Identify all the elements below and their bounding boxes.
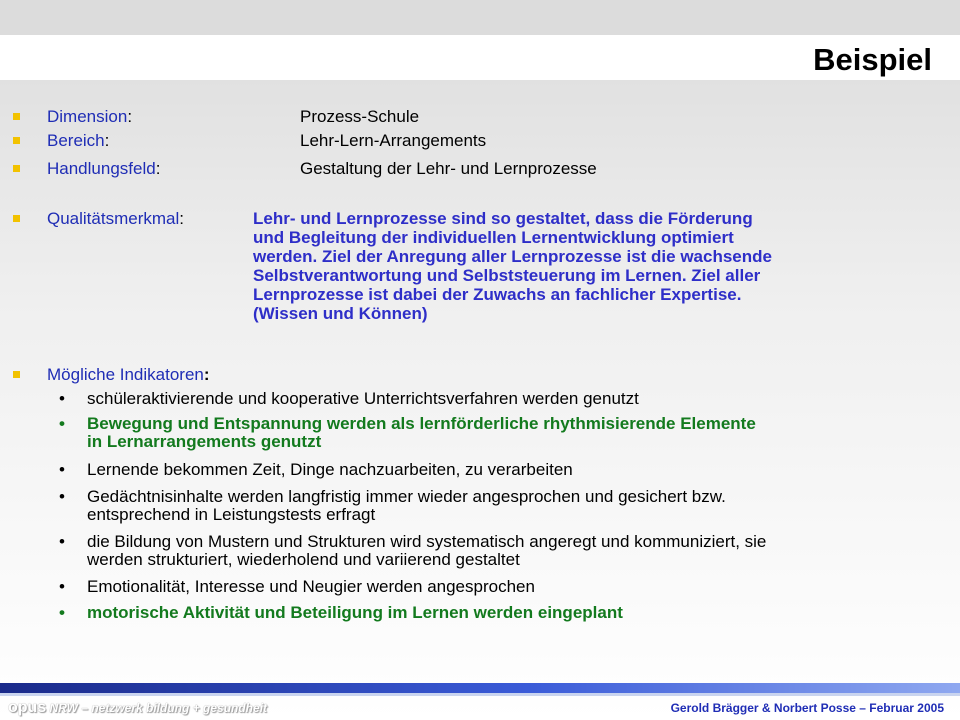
quality-label: Qualitätsmerkmal	[47, 209, 180, 228]
indicator-item	[59, 414, 947, 451]
footer-brand-text: NRW – netzwerk bildung + gesundheit	[46, 701, 268, 715]
footer-bar-light	[0, 693, 960, 696]
bullet-dot-icon: •	[59, 603, 65, 622]
indicators-label: Mögliche Indikatoren	[47, 365, 204, 384]
quality-row: Qualitätsmerkmal:	[47, 209, 184, 228]
indicator-line: Bewegung und Entspannung werden als lernförderliche rhythmisierende Elemente	[87, 414, 756, 433]
indicator-item	[59, 603, 947, 622]
indicator-line: entsprechend in Leistungstests erfragt	[87, 505, 376, 524]
indicators-row	[47, 365, 210, 384]
quality-line: werden. Ziel der Anregung aller Lernprozesse ist die wachsende	[253, 247, 772, 266]
quality-line: Lehr- und Lernprozesse sind so gestaltet, dass die Förderung	[253, 209, 753, 228]
field-row-handlungsfeld: Handlungsfeld: Gestaltung der Lehr- und Lernprozesse	[47, 159, 160, 178]
slide-title: Beispiel	[813, 42, 932, 77]
indicator-item	[59, 532, 947, 569]
bullet-square-icon	[13, 137, 20, 144]
indicator-item	[59, 487, 947, 524]
footer-credits: Gerold Brägger & Norbert Posse – Februar 2005	[670, 701, 944, 715]
bullet-square-icon	[13, 165, 20, 172]
indicator-item	[59, 389, 947, 408]
indicator-line: in Lernarrangements genutzt	[87, 432, 322, 451]
footer-brand-logo: opus	[8, 699, 47, 716]
bullet-dot-icon: •	[59, 460, 65, 479]
bullet-dot-icon: •	[59, 577, 65, 596]
field-value: Prozess-Schule	[300, 107, 420, 126]
bullet-square-icon	[13, 113, 20, 120]
bullet-square-icon	[13, 215, 20, 222]
bullet-dot-icon: •	[59, 487, 65, 506]
footer-bar	[0, 683, 960, 693]
field-row-dimension: Dimension: Prozess-Schule	[47, 107, 132, 126]
indicator-item	[59, 460, 947, 479]
field-value: Gestaltung der Lehr- und Lernprozesse	[300, 159, 597, 178]
bullet-square-icon	[13, 371, 20, 378]
quality-line: und Begleitung der individuellen Lernentwicklung optimiert	[253, 228, 734, 247]
quality-line: (Wissen und Können)	[253, 304, 428, 323]
quality-text	[253, 209, 933, 323]
field-label: Bereich	[47, 131, 105, 150]
quality-line: Selbstverantwortung und Selbststeuerung im Lernen. Ziel aller	[253, 266, 761, 285]
indicator-line: werden strukturiert, wiederholend und variierend gestaltet	[87, 550, 520, 569]
field-row-bereich: Bereich: Lehr-Lern-Arrangements	[47, 131, 109, 150]
bullet-dot-icon: •	[59, 389, 65, 408]
indicators-colon: :	[203, 365, 210, 384]
indicator-line: die Bildung von Mustern und Strukturen wird systematisch angeregt und kommuniziert, sie	[87, 532, 767, 551]
bullet-dot-icon: •	[59, 532, 65, 551]
field-label: Dimension	[47, 107, 128, 126]
bullet-dot-icon: •	[59, 414, 65, 433]
quality-line: Lernprozesse ist dabei der Zuwachs an fachlicher Expertise.	[253, 285, 742, 304]
indicator-line: schüleraktivierende und kooperative Unterrichtsverfahren werden genutzt	[87, 389, 639, 408]
field-label: Handlungsfeld	[47, 159, 156, 178]
indicator-line: Emotionalität, Interesse und Neugier werden angesprochen	[87, 577, 535, 596]
indicator-line: Gedächtnisinhalte werden langfristig immer wieder angesprochen und gesichert bzw.	[87, 487, 726, 506]
field-value: Lehr-Lern-Arrangements	[300, 131, 487, 150]
indicator-item	[59, 577, 947, 596]
indicator-line: Lernende bekommen Zeit, Dinge nachzuarbeiten, zu verarbeiten	[87, 460, 573, 479]
footer-brand	[8, 699, 267, 717]
indicator-line: motorische Aktivität und Beteiligung im Lernen werden eingeplant	[87, 603, 623, 622]
